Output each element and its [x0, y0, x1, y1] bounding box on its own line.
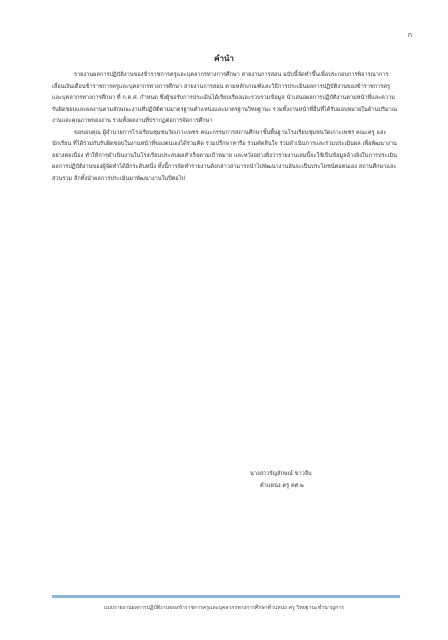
paragraph-report-purpose: รายงานผลการปฏิบัติงานของข้าราชการครูและบุคลากรทางการศึกษา สายงานการสอน ฉบับนี้จัดทำขึ้นเพื่อประกอบการพิจารณาการเลื่อนเงินเดือนข้าราชการครูและบุคลากรทางการศึกษา สายงานการสอน ตามหลักเกณฑ์และวิธีการประเมินผลการปฏิบัติงานของข้าราชการครูและบุคลากรทางการศึกษา ที่ ก.ค.ศ. กำหนด ซึ่งผู้ขอรับการประเมินได้เรียบเรียงและรวบรวมข้อมูล นำเสนอผลการปฏิบัติงานตามหน้าที่และความรับผิดชอบและผลงานตามลักษณะงานที่ปฏิบัติตามมาตรฐานตำแหน่งและมาตรฐานวิทยฐานะ รวมทั้งงานหน้าที่อื่นที่ได้รับมอบหมายในด้านปริมาณงานและคุณภาพของงาน รวมทั้งผลงานที่ปรากฏต่อการจัดการศึกษา — [52, 72, 398, 124]
signature-position: ตำแหน่ง ครู คศ.๒ — [260, 482, 304, 489]
footer-text: แบบรายงานผลการปฏิบัติงานของข้าราชการครูและบุคลากรทางการศึกษาตำแหน่ง ครู วิทยฐานะชำนาญการ — [104, 605, 344, 611]
footer-divider — [52, 595, 400, 598]
signature-name: นางสาวรัญลักษณ์ ขาวจีบ — [250, 471, 312, 477]
signature-block — [250, 469, 400, 492]
page-title: คำนำ — [214, 54, 234, 63]
paragraph-acknowledgement: ขอขอบคุณ ผู้อำนวยการโรงเรียนชุมชนวัดเกาะเพชร คณะกรรมการสถานศึกษาขั้นพื้นฐานโรงเรียนชุมชนวัดเกาะเพชร คณะครู และนักเรียน ที่ได้ร่วมกันรับผิดชอบในงานหน้าที่ของตนเองได้ร่วมคิด ร่วมปรึกษาหารือ ร่วมตัดสินใจ ร่วมดำเนินการและร่วมประเมินผล เพื่อพัฒนางานอย่างต่อเนื่อง ทำให้การดำเนินงานในโรงเรียนประสบผลสำเร็จตามเป้าหมาย และหวังอย่างยิ่งว่ารายงานเล่มนี้จะใช้เป็นข้อมูลอ้างอิงในการประเมินผลการปฏิบัติงานของผู้จัดทำได้อีกระดับหนึ่ง ทั้งนี้การจัดทำรายงานดังกล่าวสามารถนำไปพัฒนางานอันจะเป็นประโยชน์ต่อตนเอง สถานศึกษาและส่วนรวม อีกทั้งนำผลการประเมินมาพัฒนางานในปีต่อไป — [52, 129, 397, 182]
document-body — [52, 70, 400, 185]
page-number: ก — [407, 31, 412, 39]
